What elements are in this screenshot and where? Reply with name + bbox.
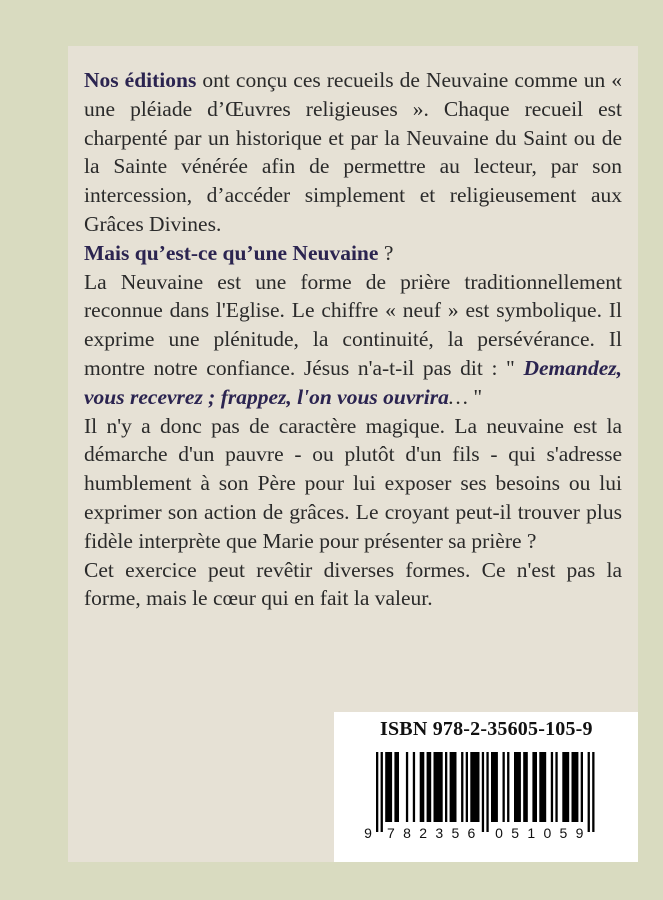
barcode-bar [461, 752, 463, 822]
barcode-bar [572, 752, 579, 822]
barcode-guard-bar [592, 752, 594, 832]
quote-ellipsis: … [448, 384, 469, 409]
gospel-quote: Demandez, vous recevrez ; frappez, l'on vous ouvrira [84, 355, 622, 409]
barcode-digit: 1 [527, 825, 536, 841]
quote-close: " [468, 384, 483, 409]
publisher-name: Nos éditions [84, 68, 197, 92]
barcode-bar [466, 752, 468, 822]
barcode-guard-bar [482, 752, 484, 832]
barcode-guard-bar [588, 752, 590, 832]
barcode-digit: 3 [435, 825, 444, 841]
barcode-digit: 0 [495, 825, 503, 841]
barcode-bar [523, 752, 528, 822]
barcode-bar [420, 752, 425, 822]
intro-text: ont conçu ces recueils de Neuvaine comme un « une pléiade d’Œuvres religieuses ». Chaque recueil est charpenté par un historique et par la Neuvaine du Saint ou de la Sainte vénérée afin de permettre au lecteur, par son intercession, d’accéder simplement et religieusement aux Grâces Divines. [84, 68, 622, 236]
barcode-digit: 6 [467, 825, 476, 841]
barcode-bar [555, 752, 557, 822]
barcode-guard-bar [381, 752, 383, 832]
barcode-bar [503, 752, 505, 822]
barcode-bar [385, 752, 392, 822]
question-mark: ? [378, 240, 394, 265]
barcode-digit: 5 [511, 825, 520, 841]
barcode-bar [406, 752, 408, 822]
barcode-digit: 5 [451, 825, 460, 841]
barcode-bar [434, 752, 443, 822]
barcode-digit: 9 [575, 825, 584, 841]
neuvaine-definition-paragraph [84, 268, 622, 412]
section-heading-text: Mais qu’est-ce qu’une Neuvaine [84, 240, 379, 265]
barcode-digit: 2 [419, 825, 428, 841]
definition-text: La Neuvaine est une forme de prière traditionnellement reconnue dans l'Eglise. Le chiffre « neuf » est symbolique. Il exprime une plénitude, la continuité, la persévérance. Il montre notre confiance. Jésus n'a-t-il pas dit : " [84, 269, 622, 380]
barcode-bar [450, 752, 457, 822]
barcode-bar [491, 752, 498, 822]
barcode-digit: 5 [559, 825, 568, 841]
barcode-guard-bar [376, 752, 378, 832]
barcode-bar [562, 752, 569, 822]
barcode-digit: 0 [543, 825, 552, 841]
barcode-bar [413, 752, 415, 822]
barcode-bar [470, 752, 479, 822]
barcode [360, 748, 610, 848]
intro-paragraph [84, 66, 622, 239]
barcode-digit: 9 [364, 825, 372, 841]
barcode-guard-bar [486, 752, 488, 832]
back-cover-text [84, 66, 622, 613]
barcode-bar [539, 752, 546, 822]
barcode-bar [445, 752, 447, 822]
magic-paragraph: Il n'y a donc pas de caractère magique. La neuvaine est la démarche d'un pauvre - ou plutôt d'un fils - qui s'adresse humblement à son Père pour lui exposer ses besoins ou lui exprimer son action de grâces. Le croyant peut-il trouver plus fidèle interprète que Marie pour présenter sa prière ? [84, 413, 622, 553]
barcode-bar [394, 752, 399, 822]
barcode-digit: 8 [403, 825, 411, 841]
barcode-bar [427, 752, 432, 822]
section-heading [84, 239, 622, 268]
barcode-digit: 7 [387, 825, 395, 841]
isbn-label: ISBN 978-2-35605-105-9 [380, 718, 593, 740]
barcode-bar [514, 752, 521, 822]
barcode-bar [581, 752, 583, 822]
barcode-bar [551, 752, 553, 822]
barcode-bar [532, 752, 537, 822]
barcode-bar [507, 752, 509, 822]
exercise-paragraph: Cet exercice peut revêtir diverses formes. Ce n'est pas la forme, mais le cœur qui en fait la valeur. [84, 557, 622, 611]
